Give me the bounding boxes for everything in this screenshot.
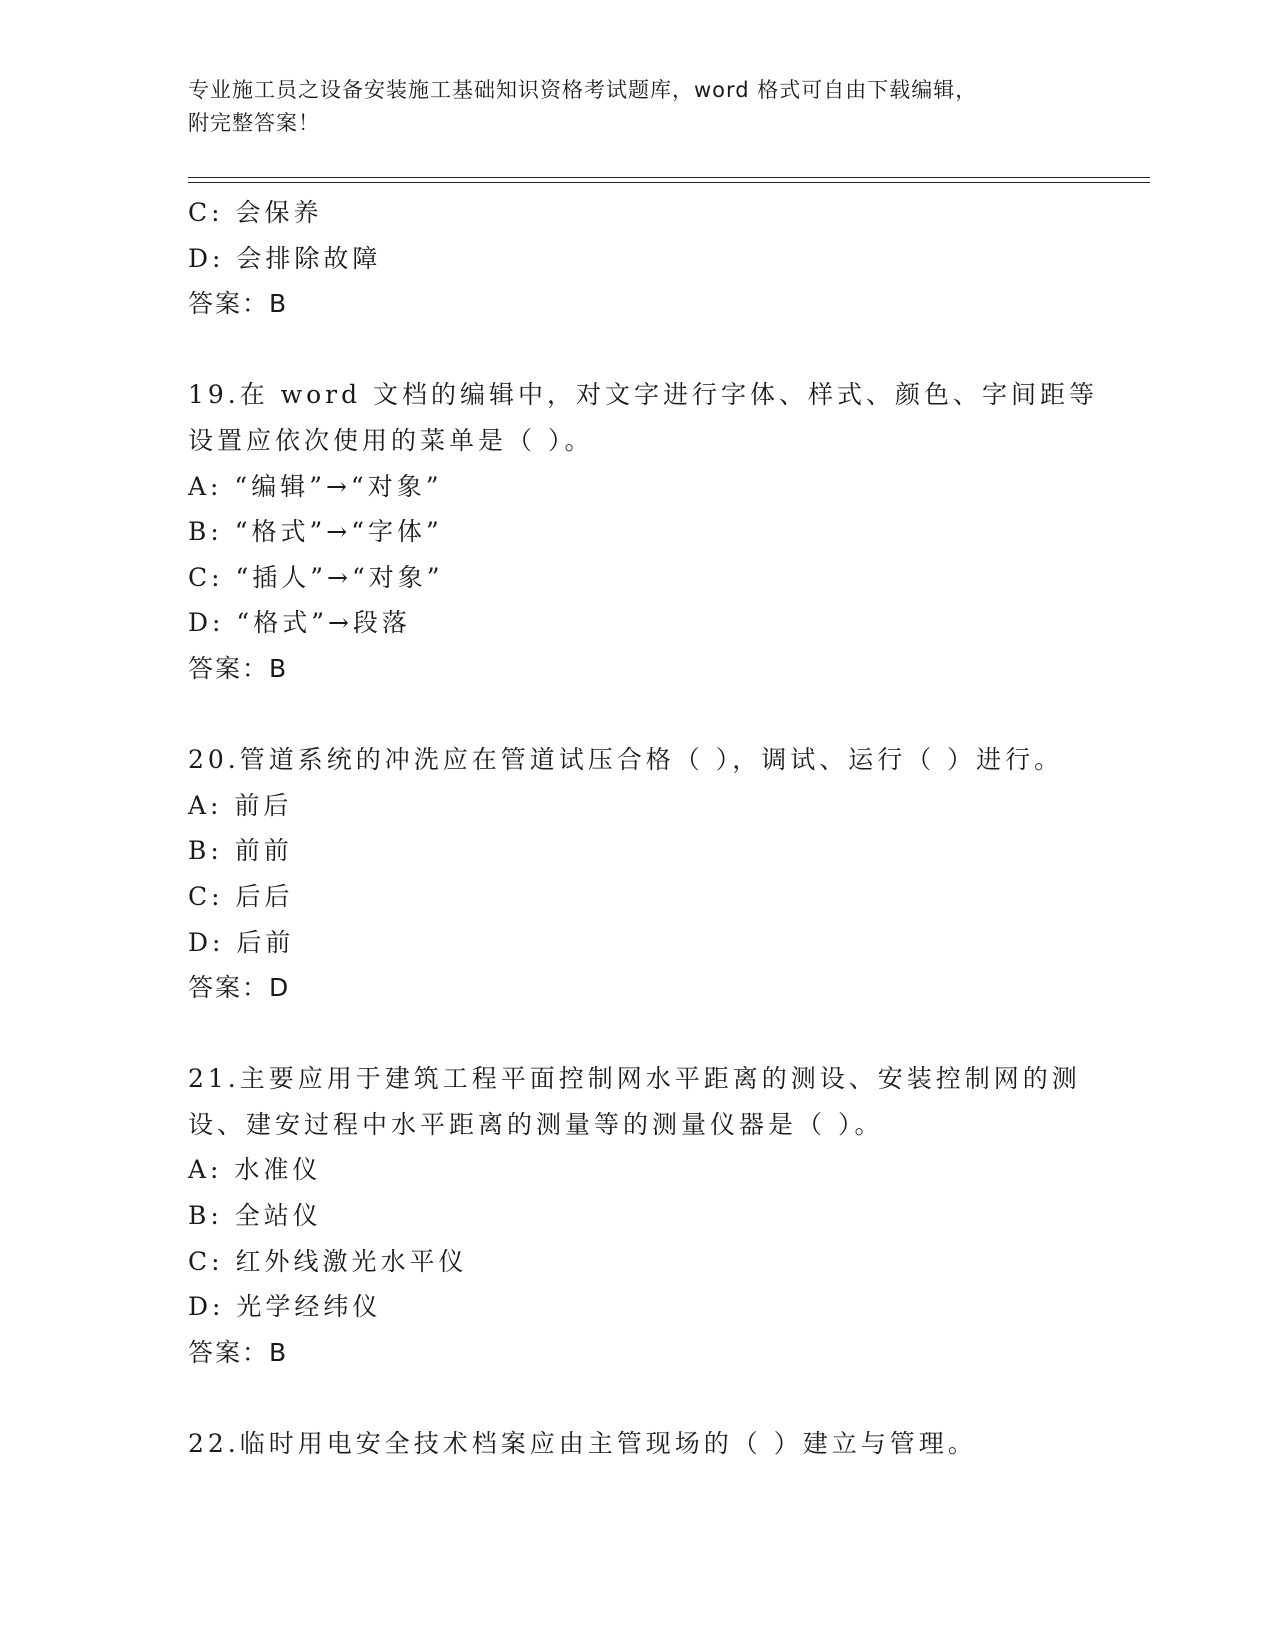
header-divider-bottom [188,182,1150,183]
question-stem: 20.管道系统的冲洗应在管道试压合格（ ），调试、运行（ ）进行。 [188,745,1064,775]
question-21 [188,1056,1088,1375]
document-header [188,74,1088,140]
option-a: A: 水准仪 [188,1155,322,1185]
question-stem: 设置应依次使用的菜单是（ ）。 [188,425,594,455]
question-list [188,190,1099,1467]
question-stem: 21.主要应用于建筑工程平面控制网水平距离的测设、安装控制网的测 [188,1064,1081,1094]
option-d: D: 会排除故障 [188,243,382,273]
header-divider-top [188,177,1150,178]
spacer [188,1011,1088,1057]
question-stem: 设、建安过程中水平距离的测量等的测量仪器是（ ）。 [188,1109,884,1139]
spacer [188,692,1088,738]
option-a: A: 前后 [188,790,293,820]
option-d: D: 后前 [188,927,295,957]
option-c: C: “插人”→“对象” [188,562,444,592]
header-line-1: 专业施工员之设备安装施工基础知识资格考试题库，word 格式可自由下载编辑， [188,78,978,102]
answer-line: 答案：B [188,653,289,683]
option-c: C: 后后 [188,881,294,911]
question-stem: 19.在 word 文档的编辑中，对文字进行字体、样式、颜色、字间距等 [188,380,1099,410]
question-22 [188,1421,1088,1467]
option-b: B: 前前 [188,836,293,866]
answer-line: 答案：D [188,973,291,1003]
answer-line: 答案：B [188,289,289,319]
question-18-tail [188,190,1088,327]
header-line-2: 附完整答案！ [188,111,320,135]
option-b: B: 全站仪 [188,1201,322,1231]
option-d: D: 光学经纬仪 [188,1292,382,1322]
question-19 [188,372,1099,691]
question-stem: 22.临时用电安全技术档案应由主管现场的（ ）建立与管理。 [188,1429,977,1459]
option-d: D: “格式”→段落 [188,608,411,638]
option-c: C: 会保养 [188,198,323,227]
spacer [188,1375,1088,1421]
question-20 [188,737,1088,1011]
option-b: B: “格式”→“字体” [188,517,443,547]
spacer [188,327,1088,373]
option-c: C: 红外线激光水平仪 [188,1246,468,1276]
answer-line: 答案：B [188,1337,289,1367]
option-a: A: “编辑”→“对象” [188,471,443,501]
